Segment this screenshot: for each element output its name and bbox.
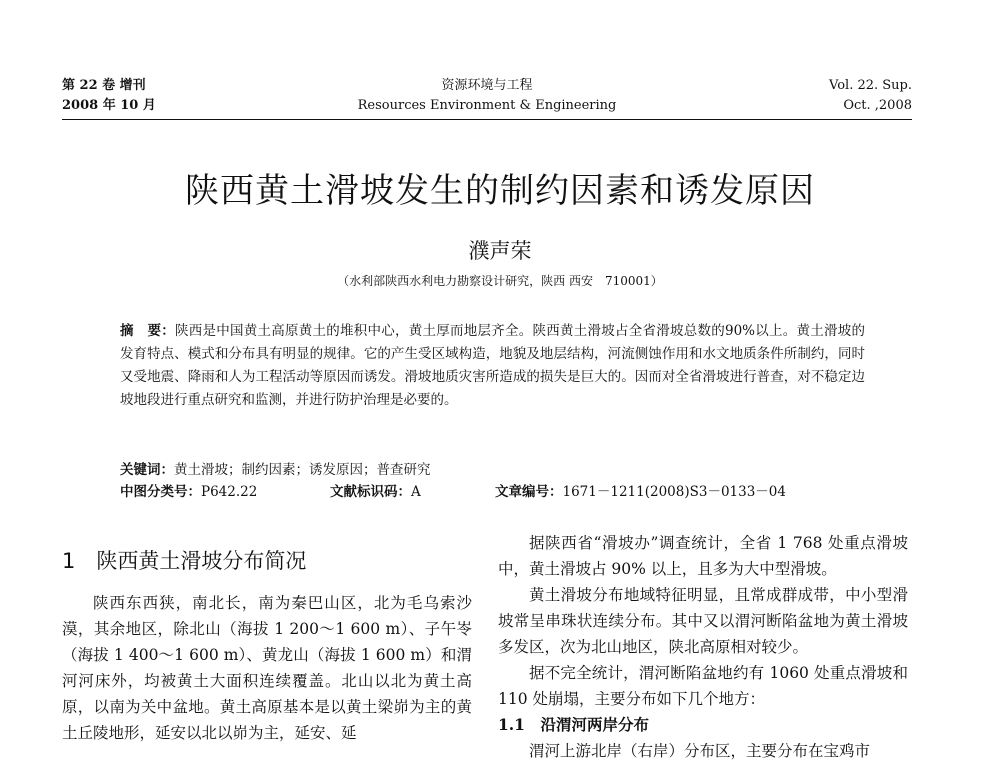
clc-label: 中图分类号：	[120, 484, 201, 500]
paragraph: 据陕西省“滑坡办”调查统计，全省 1 768 处重点滑坡中，黄土滑坡占 90% 以上，且多为大中型滑坡。	[498, 534, 908, 578]
article-number	[495, 480, 786, 500]
section-heading: 1 陕西黄土滑坡分布简况	[62, 549, 307, 573]
doc-label: 文献标识码：	[330, 484, 411, 500]
document-code	[330, 480, 421, 500]
header-rule	[62, 119, 912, 120]
paragraph: 黄土滑坡分布地域特征明显，且常成群成带，中小型滑坡常呈串珠状连续分布。其中又以渭河断陷盆地为黄土滑坡多发区，次为北山地区，陕北高原相对较少。	[498, 586, 908, 656]
abstract-text: 陕西是中国黄土高原黄土的堆积中心，黄土厚而地层齐全。陕西黄土滑坡占全省滑坡总数的90%以上。黄土滑坡的发育特点、模式和分布具有明显的规律。它的产生受区域构造，地貌及地层结构，河流侧蚀作用和水文地质条件所制约，同时又受地震、降雨和人为工程活动等原因而诱发。滑坡地质灾害所造成的损失是巨大的。因而对全省滑坡进行普查，对不稳定边坡地段进行重点研究和监测，并进行防护治理是必要的。	[120, 323, 865, 408]
journal-name-cn: 资源环境与工程	[441, 78, 533, 93]
paragraph: 据不完全统计，渭河断陷盆地约有 1060 处重点滑坡和 110 处崩塌，主要分布如下几个地方：	[498, 664, 908, 708]
right-column	[498, 530, 908, 764]
article-value: 1671－1211(2008)S3－0133－04	[562, 484, 786, 500]
header-right	[829, 76, 912, 116]
header-center	[62, 76, 912, 116]
keywords	[120, 458, 865, 478]
publication-date: 2008 年 10 月	[62, 98, 156, 113]
paragraph: 渭河上游北岸（右岸）分布区，主要分布在宝鸡市	[529, 742, 871, 760]
paper-title: 陕西黄土滑坡发生的制约因素和诱发原因	[185, 171, 815, 211]
paragraph: 陕西东西狭，南北长，南为秦巴山区，北为毛乌索沙漠，其余地区，除北山（海拔 1 200～1 600 m）、子午岺（海拔 1 400～1 600 m）、黄龙山（海拔 1 600 m）和渭河河床外，均被黄土大面积连续覆盖。北山以北为黄土高原，以南为关中盆地。黄土高原基本是以黄土梁峁为主的黄土丘陵地形，延安以北以峁为主，延安、延	[62, 594, 472, 742]
subsection-heading: 1.1 沿渭河两岸分布	[498, 715, 649, 734]
keywords-label: 关键词：	[120, 462, 174, 478]
journal-header	[62, 62, 912, 120]
clc-number	[120, 480, 257, 500]
affiliation: （水利部陕西水利电力勘察设计研究，陕西 西安 710001）	[337, 274, 663, 288]
article-label: 文章编号：	[495, 484, 563, 500]
left-column	[62, 548, 472, 746]
abstract-label: 摘 要：	[120, 323, 175, 339]
volume-en: Vol. 22. Sup.	[829, 78, 912, 93]
keywords-text: 黄土滑坡；制约因素；诱发原因；普查研究	[174, 462, 431, 478]
journal-name-en: Resources Environment & Engineering	[357, 98, 617, 113]
doc-value: A	[411, 484, 421, 500]
author: 濮声荣	[468, 239, 532, 263]
clc-value: P642.22	[201, 484, 258, 500]
abstract	[120, 320, 865, 412]
date-en: Oct. ,2008	[843, 98, 912, 113]
volume-issue: 第 22 卷 增刊	[62, 78, 146, 93]
